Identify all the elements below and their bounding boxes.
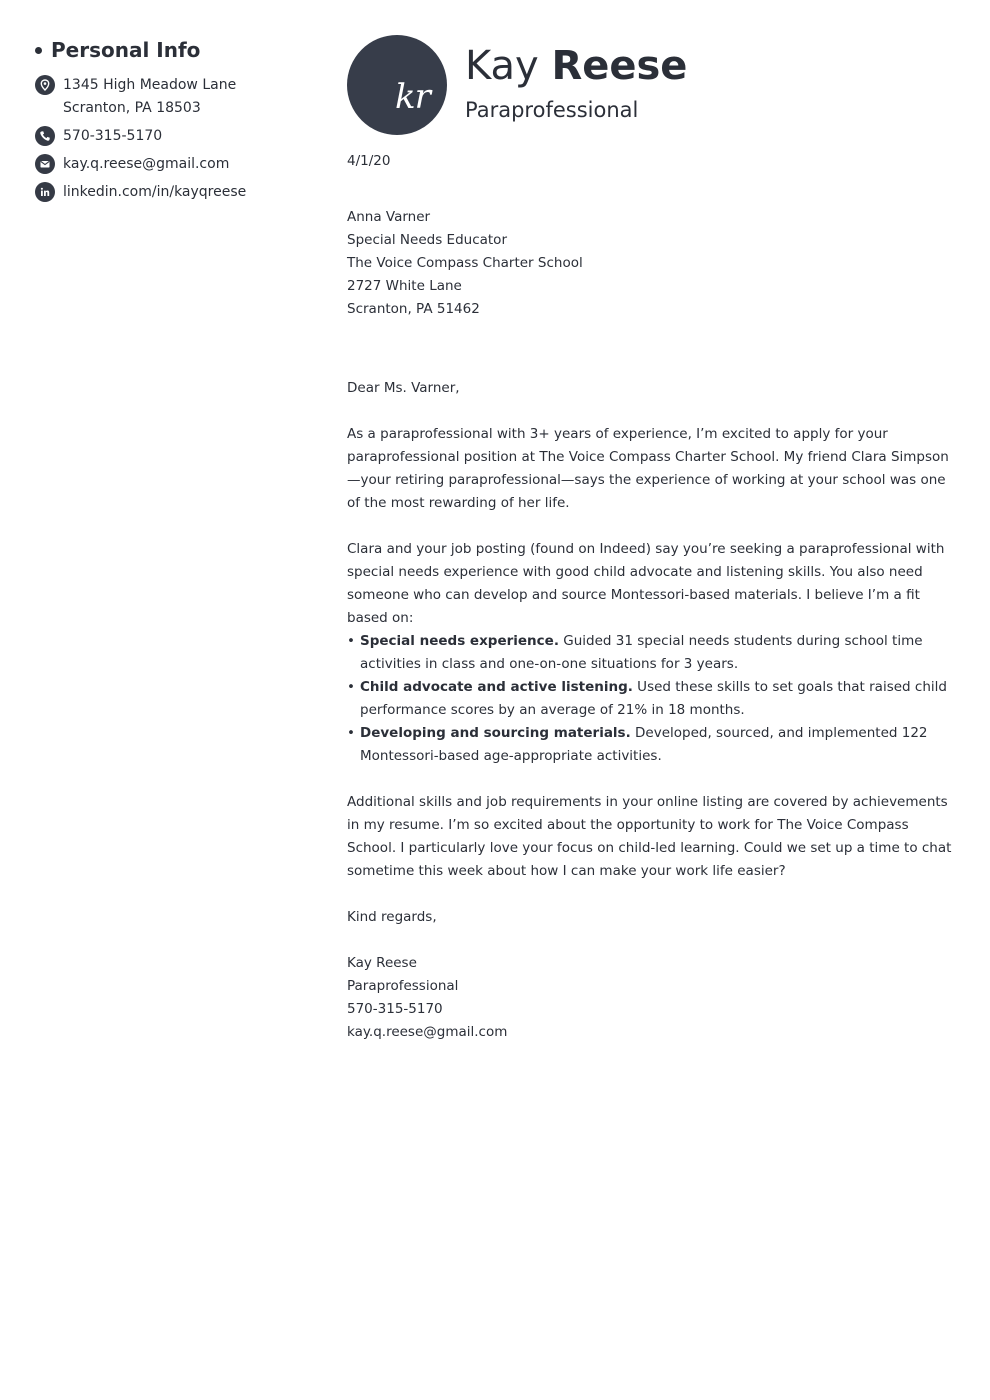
paragraph-fit: Clara and your job posting (found on Indeed) say you’re seeking a paraprofessional with special needs experience with good child advocate and listening skills. You also need someone who can develop and source Montessori-based materials. I believe I’m a fit based on:: [347, 541, 945, 626]
contact-phone: [35, 125, 305, 148]
envelope-icon: [35, 154, 55, 174]
list-item: [347, 676, 957, 722]
recipient-city: Scranton, PA 51462: [347, 301, 480, 317]
personal-info-title: Personal Info: [51, 38, 201, 62]
job-title: Paraprofessional: [465, 98, 639, 122]
personal-info-heading: [35, 38, 305, 62]
closing-phrase: Kind regards,: [347, 909, 437, 925]
last-name: Reese: [551, 43, 688, 89]
salutation: Dear Ms. Varner,: [347, 380, 460, 396]
signature-title: Paraprofessional: [347, 978, 459, 994]
address-line-1: 1345 High Meadow Lane: [63, 77, 237, 93]
address-line-2: Scranton, PA 18503: [63, 100, 201, 116]
first-name: Kay: [465, 43, 539, 89]
contact-email: [35, 153, 305, 176]
location-pin-icon: [35, 75, 55, 95]
personal-info-sidebar: [35, 38, 305, 209]
phone-text: 570-315-5170: [63, 128, 163, 144]
signature-block: [347, 952, 957, 1044]
bullet-dot: [35, 47, 42, 54]
email-text: kay.q.reese@gmail.com: [63, 156, 230, 172]
recipient-street: 2727 White Lane: [347, 278, 462, 294]
initials-avatar: [347, 35, 447, 135]
list-item: [347, 630, 957, 676]
bullet-title: Developing and sourcing materials.: [360, 725, 631, 741]
paragraph-intro: As a paraprofessional with 3+ years of experience, I’m excited to apply for your paraprofessional position at The Voice Compass Charter School. My friend Clara Simpson—your retiring paraprofessional—says the experience of working at your school was one of the most rewarding of her life.: [347, 426, 949, 511]
bullet-text: Developed, sourced, and implemented 122 Montessori-based age-appropriate activities.: [360, 725, 928, 764]
bullet-title: Child advocate and active listening.: [360, 679, 633, 695]
paragraph-closing: Additional skills and job requirements in your online listing are covered by achievements in my resume. I’m so excited about the opportunity to work for The Voice Compass School. I particularly love your focus on child-led learning. Could we set up a time to chat sometime this week about how I can make your work life easier?: [347, 794, 952, 879]
contact-list: [35, 74, 305, 204]
signature-phone: 570-315-5170: [347, 1001, 443, 1017]
bullet-text: Guided 31 special needs students during school time activities in class and one-on-one situations for 3 years.: [360, 633, 923, 672]
address-text: [63, 74, 236, 120]
letter-date: 4/1/20: [347, 153, 391, 169]
linkedin-text: linkedin.com/in/kayqreese: [63, 184, 247, 200]
contact-linkedin: [35, 181, 305, 204]
signature-email: kay.q.reese@gmail.com: [347, 1024, 508, 1040]
recipient-title: Special Needs Educator: [347, 232, 507, 248]
recipient-organization: The Voice Compass Charter School: [347, 255, 583, 271]
signature-name: Kay Reese: [347, 955, 417, 971]
recipient-name: Anna Varner: [347, 209, 431, 225]
avatar-initials: kr: [395, 77, 430, 117]
list-item: [347, 722, 957, 768]
candidate-name: [465, 38, 687, 94]
linkedin-icon: [35, 182, 55, 202]
cover-letter-body: [347, 150, 957, 1044]
bullet-text: Used these skills to set goals that raised child performance scores by an average of 21% in 18 months.: [360, 679, 947, 718]
recipient-block: [347, 206, 957, 321]
qualification-list: [347, 630, 957, 768]
contact-address: [35, 74, 305, 120]
phone-icon: [35, 126, 55, 146]
bullet-title: Special needs experience.: [360, 633, 559, 649]
